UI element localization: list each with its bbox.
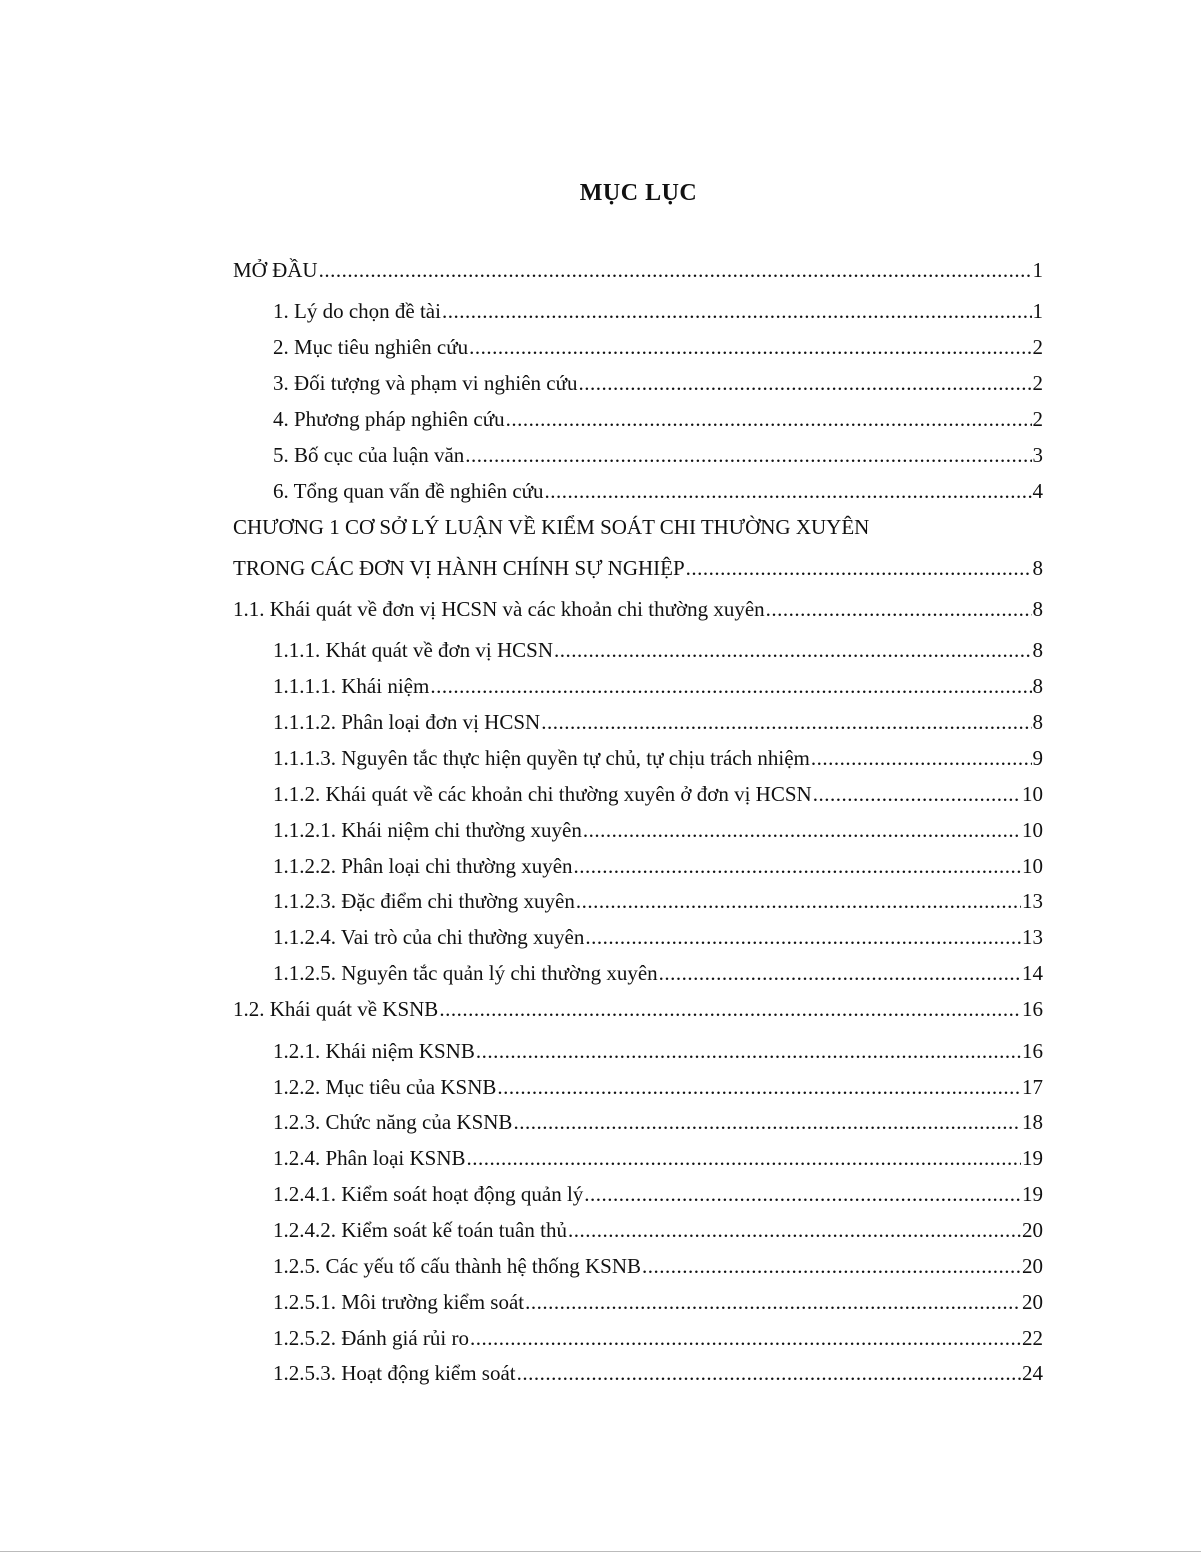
dot-leader xyxy=(545,478,1032,504)
toc-entry-page: 10 xyxy=(1022,818,1043,842)
toc-entry-text: 1.1.2.5. Nguyên tắc quản lý chi thường xuyên xyxy=(273,961,658,985)
toc-entry[interactable] xyxy=(273,1109,1043,1135)
toc-entry-text: 1. Lý do chọn đề tài xyxy=(273,299,441,323)
toc-entry-text: 1.2.4.2. Kiểm soát kế toán tuân thủ xyxy=(273,1218,567,1242)
toc-entry[interactable] xyxy=(273,1181,1043,1207)
toc-entry-text: 1.2.3. Chức năng của KSNB xyxy=(273,1110,513,1134)
chapter-heading-text: CHƯƠNG 1 CƠ SỞ LÝ LUẬN VỀ KIỂM SOÁT CHI THƯỜNG XUYÊN xyxy=(233,515,870,539)
toc-entry-text: 1.2.4.1. Kiểm soát hoạt động quản lý xyxy=(273,1182,584,1206)
toc-entry-text: 1.1.2.2. Phân loại chi thường xuyên xyxy=(273,854,573,878)
dot-leader xyxy=(467,1145,1021,1171)
toc-entry-page: 16 xyxy=(1022,1039,1043,1063)
toc-entry-page: 9 xyxy=(1032,746,1043,770)
toc-entry-page: 17 xyxy=(1022,1075,1043,1099)
toc-entry-page: 1 xyxy=(1032,258,1043,282)
toc-entry[interactable] xyxy=(273,1325,1043,1351)
toc-entry-text: 1.1.2.3. Đặc điểm chi thường xuyên xyxy=(273,889,575,913)
page-title: MỤC LỤC xyxy=(579,180,698,206)
dot-leader xyxy=(811,745,1032,771)
dot-leader xyxy=(469,334,1031,360)
dot-leader xyxy=(430,673,1031,699)
toc-entry[interactable] xyxy=(273,442,1043,468)
toc-entry-text: 3. Đối tượng và phạm vi nghiên cứu xyxy=(273,371,578,395)
dot-leader xyxy=(766,596,1032,622)
toc-entry-text: 5. Bố cục của luận văn xyxy=(273,443,465,467)
dot-leader xyxy=(579,370,1032,396)
dot-leader xyxy=(576,888,1021,914)
toc-entry-page: 18 xyxy=(1022,1110,1043,1134)
dot-leader xyxy=(584,1181,1021,1207)
toc-entry-text: 1.2.5. Các yếu tố cấu thành hệ thống KSNB xyxy=(273,1254,642,1278)
toc-entry-page: 20 xyxy=(1022,1290,1043,1314)
toc-entry-page: 13 xyxy=(1022,925,1043,949)
toc-entry-page: 8 xyxy=(1032,638,1043,662)
toc-entry[interactable] xyxy=(273,960,1043,986)
toc-entry-text: 1.1.2. Khái quát về các khoản chi thường xuyên ở đơn vị HCSN xyxy=(273,782,812,806)
toc-entry-text: 6. Tổng quan vấn đề nghiên cứu xyxy=(273,479,544,503)
toc-entry-text: 1.1.2.1. Khái niệm chi thường xuyên xyxy=(273,818,582,842)
toc-entry[interactable] xyxy=(273,1289,1043,1315)
toc-entry[interactable] xyxy=(273,370,1043,396)
toc-entry-page: 10 xyxy=(1022,854,1043,878)
toc-entry[interactable] xyxy=(273,637,1043,663)
dot-leader xyxy=(497,1074,1021,1100)
toc-entry[interactable] xyxy=(273,745,1043,771)
dot-leader xyxy=(659,960,1021,986)
dot-leader xyxy=(583,817,1021,843)
toc-entry-page: 3 xyxy=(1032,443,1043,467)
toc-entry[interactable] xyxy=(233,257,1043,283)
toc-entry-page: 2 xyxy=(1032,371,1043,395)
toc-entry[interactable] xyxy=(273,1217,1043,1243)
toc-entry-text: 1.1.2.4. Vai trò của chi thường xuyên xyxy=(273,925,585,949)
toc-entry-text: 1.2.2. Mục tiêu của KSNB xyxy=(273,1075,497,1099)
dot-leader xyxy=(517,1360,1021,1386)
toc-entry-page: 19 xyxy=(1022,1146,1043,1170)
toc-entry-page: 4 xyxy=(1032,479,1043,503)
toc-entry[interactable] xyxy=(273,1360,1043,1386)
toc-entry[interactable] xyxy=(273,1145,1043,1171)
dot-leader xyxy=(585,924,1021,950)
toc-entry-text: 1.2.4. Phân loại KSNB xyxy=(273,1146,466,1170)
toc-entry-text: 1.1.1.3. Nguyên tắc thực hiện quyền tự chủ, tự chịu trách nhiệm xyxy=(273,746,810,770)
toc-entry-page: 8 xyxy=(1032,710,1043,734)
toc-entry[interactable] xyxy=(273,781,1043,807)
toc-entry-page: 8 xyxy=(1032,597,1043,621)
toc-entry[interactable] xyxy=(273,888,1043,914)
toc-entry[interactable] xyxy=(233,555,1043,581)
toc-entry-page: 13 xyxy=(1022,889,1043,913)
toc-entry-page: 24 xyxy=(1022,1361,1043,1385)
toc-entry-page: 10 xyxy=(1022,782,1043,806)
toc-entry[interactable] xyxy=(233,996,1043,1022)
page-bottom-edge xyxy=(0,1551,1201,1552)
toc-entry-page: 20 xyxy=(1022,1254,1043,1278)
toc-entry-text: 1.2.1. Khái niệm KSNB xyxy=(273,1039,475,1063)
toc-entry-page: 20 xyxy=(1022,1218,1043,1242)
dot-leader xyxy=(642,1253,1021,1279)
toc-entry-text: 1.2. Khái quát về KSNB xyxy=(233,997,439,1021)
dot-leader xyxy=(506,406,1032,432)
toc-entry-page: 2 xyxy=(1032,335,1043,359)
toc-entry-text: TRONG CÁC ĐƠN VỊ HÀNH CHÍNH SỰ NGHIỆP xyxy=(233,556,685,580)
dot-leader xyxy=(813,781,1021,807)
toc-entry[interactable] xyxy=(273,673,1043,699)
toc-entry[interactable] xyxy=(273,853,1043,879)
toc-entry-text: 1.2.5.3. Hoạt động kiểm soát xyxy=(273,1361,516,1385)
chapter-heading-line[interactable] xyxy=(233,514,1043,540)
toc-entry[interactable] xyxy=(273,478,1043,504)
dot-leader xyxy=(476,1038,1021,1064)
toc-entry-text: 1.1.1.1. Khái niệm xyxy=(273,674,430,698)
toc-entry[interactable] xyxy=(273,1253,1043,1279)
toc-entry-page: 2 xyxy=(1032,407,1043,431)
toc-entry[interactable] xyxy=(273,924,1043,950)
dot-leader xyxy=(465,442,1031,468)
toc-entry-text: 4. Phương pháp nghiên cứu xyxy=(273,407,505,431)
dot-leader xyxy=(554,637,1031,663)
toc-entry-text: MỞ ĐẦU xyxy=(233,258,318,282)
dot-leader xyxy=(442,298,1032,324)
toc-entry[interactable] xyxy=(273,406,1043,432)
toc-entry-page: 8 xyxy=(1032,556,1043,580)
dot-leader xyxy=(574,853,1021,879)
toc-entry[interactable] xyxy=(273,334,1043,360)
toc-entry-text: 1.2.5.1. Môi trường kiểm soát xyxy=(273,1290,525,1314)
toc-entry-page: 8 xyxy=(1032,674,1043,698)
toc-entry-page: 22 xyxy=(1022,1326,1043,1350)
toc-entry-page: 14 xyxy=(1022,961,1043,985)
toc-entry[interactable] xyxy=(273,817,1043,843)
toc-entry[interactable] xyxy=(233,596,1043,622)
toc-entry-page: 16 xyxy=(1022,997,1043,1021)
toc-entry[interactable] xyxy=(273,1038,1043,1064)
dot-leader xyxy=(541,709,1031,735)
toc-entry-text: 1.1.1.2. Phân loại đơn vị HCSN xyxy=(273,710,541,734)
dot-leader xyxy=(439,996,1021,1022)
dot-leader xyxy=(568,1217,1021,1243)
dot-leader xyxy=(686,555,1032,581)
dot-leader xyxy=(513,1109,1021,1135)
toc-entry-text: 2. Mục tiêu nghiên cứu xyxy=(273,335,469,359)
dot-leader xyxy=(319,257,1032,283)
toc-entry-text: 1.2.5.2. Đánh giá rủi ro xyxy=(273,1326,469,1350)
dot-leader xyxy=(525,1289,1021,1315)
toc-entry-text: 1.1.1. Khát quát về đơn vị HCSN xyxy=(273,638,554,662)
toc-entry[interactable] xyxy=(273,709,1043,735)
toc-entry[interactable] xyxy=(273,1074,1043,1100)
toc-entry-page: 19 xyxy=(1022,1182,1043,1206)
toc-entry[interactable] xyxy=(273,298,1043,324)
toc-entry-page: 1 xyxy=(1032,299,1043,323)
dot-leader xyxy=(470,1325,1021,1351)
toc-entry-text: 1.1. Khái quát về đơn vị HCSN và các khoản chi thường xuyên xyxy=(233,597,765,621)
